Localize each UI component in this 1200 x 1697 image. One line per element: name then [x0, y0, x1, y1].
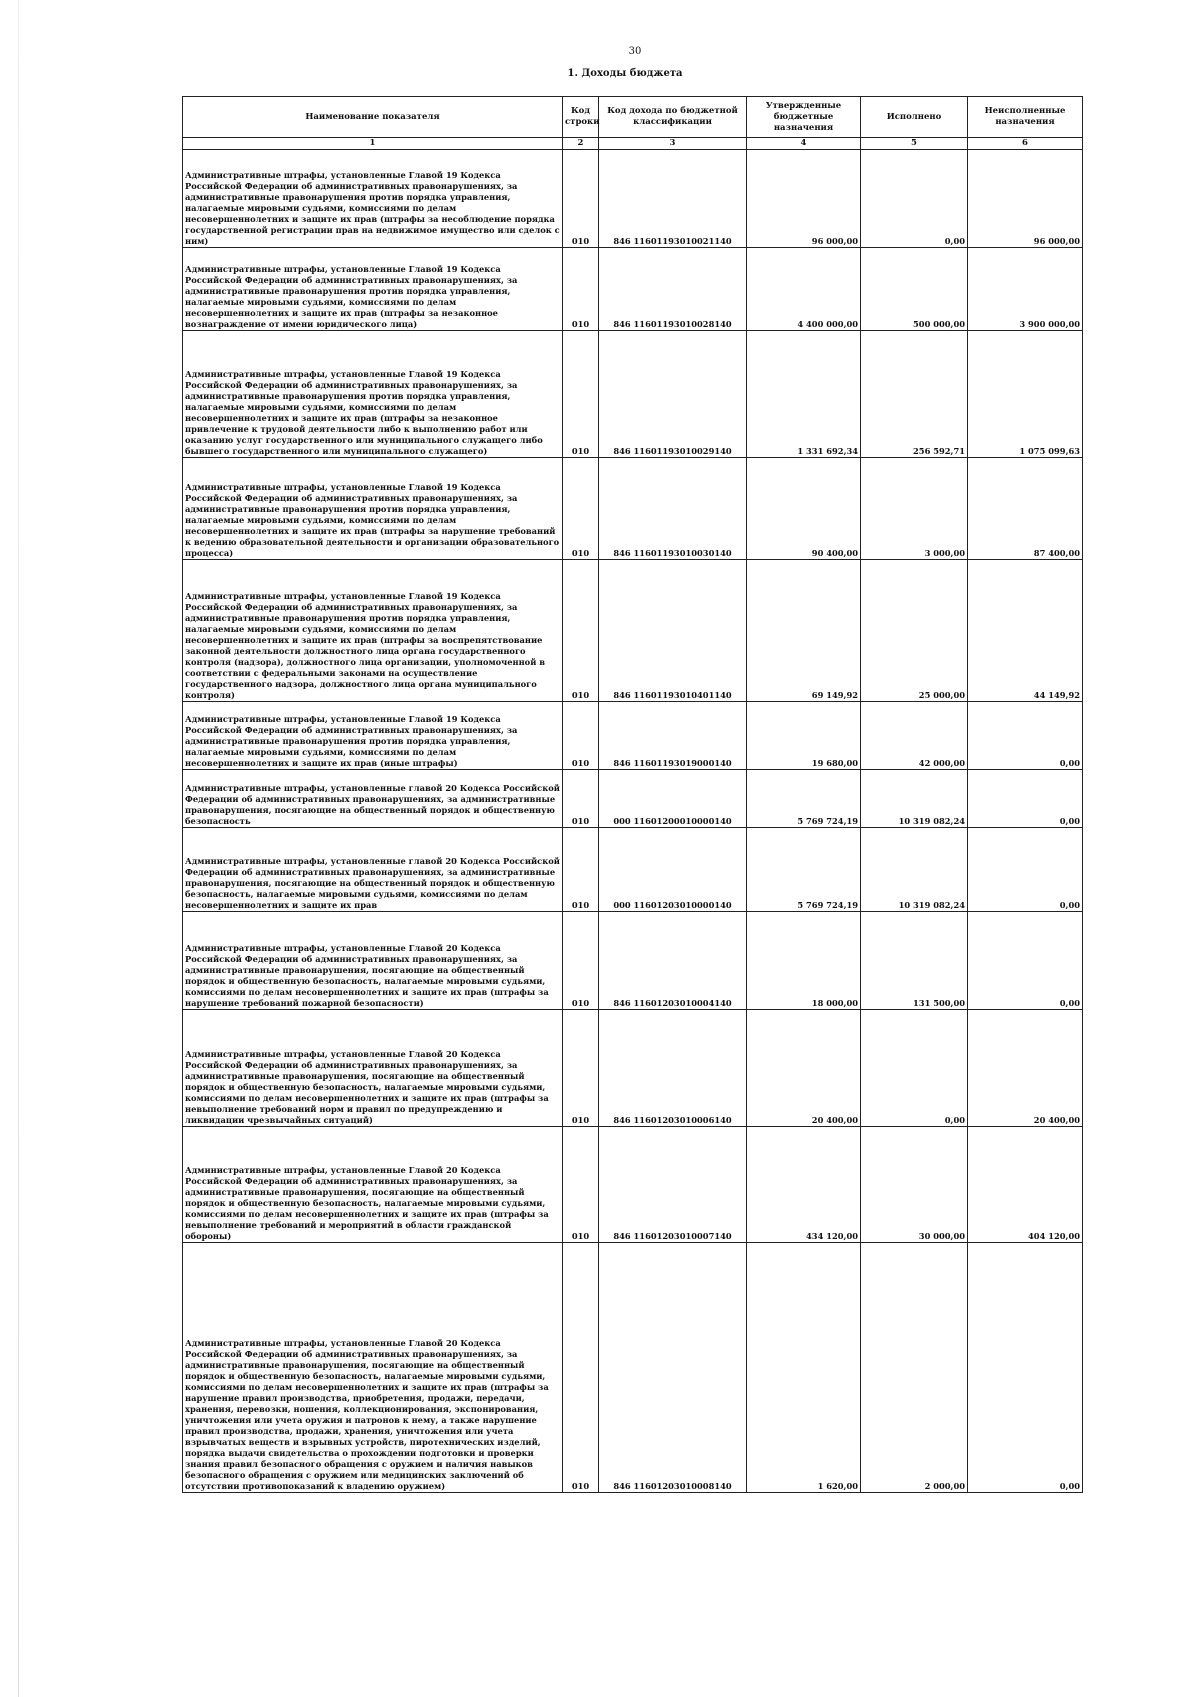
row-executed: 0,00 [861, 1010, 968, 1127]
row-approved: 18 000,00 [747, 912, 861, 1010]
row-unexecuted: 96 000,00 [968, 150, 1083, 248]
row-approved: 1 620,00 [747, 1243, 861, 1493]
row-unexecuted: 0,00 [968, 828, 1083, 912]
row-classification-code: 846 11601203010007140 [599, 1127, 747, 1243]
row-unexecuted: 87 400,00 [968, 458, 1083, 560]
column-number: 2 [563, 138, 599, 150]
row-executed: 131 500,00 [861, 912, 968, 1010]
row-indicator-name: Административные штрафы, установленные Главой 19 Кодекса Российской Федерации об административных правонарушениях, за административные правонарушения против порядка управления, налагаемые мировыми судьями, комиссиями по делам несовершеннолетних и защите их прав (штрафы за незаконное вознаграждение от имени юридического лица) [183, 248, 563, 331]
row-indicator-name: Административные штрафы, установленные Главой 20 Кодекса Российской Федерации об административных правонарушениях, за административные правонарушения, посягающие на общественный порядок и общественную безопасность, налагаемые мировыми судьями, комиссиями по делам несовершеннолетних и защите их прав (штрафы за невыполнение требований норм и правил по предупреждению и ликвидации чрезвычайных ситуаций) [183, 1010, 563, 1127]
row-classification-code: 846 11601193010028140 [599, 248, 747, 331]
row-approved: 90 400,00 [747, 458, 861, 560]
table-row [183, 1127, 1083, 1243]
row-executed: 2 000,00 [861, 1243, 968, 1493]
row-approved: 5 769 724,19 [747, 770, 861, 828]
row-classification-code: 846 11601203010008140 [599, 1243, 747, 1493]
header-executed: Исполнено [861, 97, 968, 138]
table-row [183, 458, 1083, 560]
row-line-code: 010 [563, 560, 599, 702]
row-approved: 1 331 692,34 [747, 331, 861, 458]
row-line-code: 010 [563, 828, 599, 912]
row-unexecuted: 0,00 [968, 1243, 1083, 1493]
table-row [183, 150, 1083, 248]
page-number: 30 [628, 46, 642, 57]
header-indicator-name: Наименование показателя [183, 97, 563, 138]
row-unexecuted: 404 120,00 [968, 1127, 1083, 1243]
row-executed: 10 319 082,24 [861, 828, 968, 912]
row-indicator-name: Административные штрафы, установленные Главой 19 Кодекса Российской Федерации об административных правонарушениях, за административные правонарушения против порядка управления, налагаемые мировыми судьями, комиссиями по делам несовершеннолетних и защите их прав (иные штрафы) [183, 702, 563, 770]
row-classification-code: 000 11601200010000140 [599, 770, 747, 828]
table-row [183, 1010, 1083, 1127]
section-title: 1. Доходы бюджета [567, 68, 683, 79]
row-unexecuted: 44 149,92 [968, 560, 1083, 702]
header-approved: Утвержденные бюджетные назначения [747, 97, 861, 138]
row-classification-code: 846 11601193010030140 [599, 458, 747, 560]
row-line-code: 010 [563, 150, 599, 248]
row-approved: 69 149,92 [747, 560, 861, 702]
row-indicator-name: Административные штрафы, установленные Главой 19 Кодекса Российской Федерации об административных правонарушениях, за административные правонарушения против порядка управления, налагаемые мировыми судьями, комиссиями по делам несовершеннолетних и защите их прав (штрафы за незаконное привлечение к трудовой деятельности либо к выполнению работ или оказанию услуг государственного или муниципального служащего либо бывшего государственного или муниципального служащего) [183, 331, 563, 458]
row-indicator-name: Административные штрафы, установленные Главой 19 Кодекса Российской Федерации об административных правонарушениях, за административные правонарушения против порядка управления, налагаемые мировыми судьями, комиссиями по делам несовершеннолетних и защите их прав (штрафы за нарушение требований к ведению образовательной деятельности и организации образовательного процесса) [183, 458, 563, 560]
row-line-code: 010 [563, 770, 599, 828]
row-executed: 42 000,00 [861, 702, 968, 770]
row-indicator-name: Административные штрафы, установленные Главой 20 Кодекса Российской Федерации об административных правонарушениях, за административные правонарушения, посягающие на общественный порядок и общественную безопасность, налагаемые мировыми судьями, комиссиями по делам несовершеннолетних и защите их прав (штрафы за невыполнение требований и мероприятий в области гражданской обороны) [183, 1127, 563, 1243]
row-executed: 500 000,00 [861, 248, 968, 331]
row-approved: 5 769 724,19 [747, 828, 861, 912]
row-approved: 19 680,00 [747, 702, 861, 770]
row-executed: 0,00 [861, 150, 968, 248]
table-row [183, 331, 1083, 458]
column-number-row [183, 138, 1083, 150]
column-number: 3 [599, 138, 747, 150]
row-line-code: 010 [563, 248, 599, 331]
row-approved: 96 000,00 [747, 150, 861, 248]
column-number: 4 [747, 138, 861, 150]
table-row [183, 702, 1083, 770]
row-unexecuted: 1 075 099,63 [968, 331, 1083, 458]
header-unexecuted: Неисполненные назначения [968, 97, 1083, 138]
row-unexecuted: 0,00 [968, 912, 1083, 1010]
row-classification-code: 000 11601203010000140 [599, 828, 747, 912]
column-number: 6 [968, 138, 1083, 150]
table-row [183, 248, 1083, 331]
table-row [183, 912, 1083, 1010]
row-unexecuted: 20 400,00 [968, 1010, 1083, 1127]
row-classification-code: 846 11601193019000140 [599, 702, 747, 770]
row-executed: 256 592,71 [861, 331, 968, 458]
row-indicator-name: Административные штрафы, установленные главой 20 Кодекса Российской Федерации об административных правонарушениях, за административные правонарушения, посягающие на общественный порядок и общественную безопасность, налагаемые мировыми судьями, комиссиями по делам несовершеннолетних и защите их прав [183, 828, 563, 912]
row-line-code: 010 [563, 1010, 599, 1127]
table-header-row [183, 97, 1083, 138]
row-executed: 25 000,00 [861, 560, 968, 702]
row-unexecuted: 0,00 [968, 770, 1083, 828]
column-number: 5 [861, 138, 968, 150]
row-approved: 434 120,00 [747, 1127, 861, 1243]
header-line-code: Код строки [563, 97, 599, 138]
row-classification-code: 846 11601193010021140 [599, 150, 747, 248]
row-classification-code: 846 11601203010004140 [599, 912, 747, 1010]
row-indicator-name: Административные штрафы, установленные главой 20 Кодекса Российской Федерации об административных правонарушениях, за административные правонарушения, посягающие на общественный порядок и общественную безопасность [183, 770, 563, 828]
row-executed: 30 000,00 [861, 1127, 968, 1243]
row-executed: 10 319 082,24 [861, 770, 968, 828]
row-indicator-name: Административные штрафы, установленные Главой 19 Кодекса Российской Федерации об административных правонарушениях, за административные правонарушения против порядка управления, налагаемые мировыми судьями, комиссиями по делам несовершеннолетних и защите их прав (штрафы за воспрепятствование законной деятельности должностного лица органа государственного контроля (надзора), должностного лица организации, уполномоченной в соответствии с федеральными законами на осуществление государственного надзора, должностного лица органа муниципального контроля) [183, 560, 563, 702]
row-line-code: 010 [563, 912, 599, 1010]
row-unexecuted: 3 900 000,00 [968, 248, 1083, 331]
row-classification-code: 846 11601193010401140 [599, 560, 747, 702]
row-indicator-name: Административные штрафы, установленные Главой 19 Кодекса Российской Федерации об административных правонарушениях, за административные правонарушения против порядка управления, налагаемые мировыми судьями, комиссиями по делам несовершеннолетних и защите их прав (штрафы за несоблюдение порядка государственной регистрации прав на недвижимое имущество или сделок с ним) [183, 150, 563, 248]
row-line-code: 010 [563, 1127, 599, 1243]
row-approved: 4 400 000,00 [747, 248, 861, 331]
row-line-code: 010 [563, 702, 599, 770]
row-indicator-name: Административные штрафы, установленные Главой 20 Кодекса Российской Федерации об административных правонарушениях, за административные правонарушения, посягающие на общественный порядок и общественную безопасность, налагаемые мировыми судьями, комиссиями по делам несовершеннолетних и защите их прав (штрафы за нарушение требований пожарной безопасности) [183, 912, 563, 1010]
row-classification-code: 846 11601193010029140 [599, 331, 747, 458]
row-line-code: 010 [563, 458, 599, 560]
scan-edge-line [18, 0, 19, 1697]
budget-income-table [182, 96, 1083, 1493]
row-executed: 3 000,00 [861, 458, 968, 560]
table-row [183, 770, 1083, 828]
table-row [183, 828, 1083, 912]
row-line-code: 010 [563, 331, 599, 458]
row-line-code: 010 [563, 1243, 599, 1493]
header-classification-code: Код дохода по бюджетной классификации [599, 97, 747, 138]
table-row [183, 1243, 1083, 1493]
table-row [183, 560, 1083, 702]
row-indicator-name: Административные штрафы, установленные Главой 20 Кодекса Российской Федерации об административных правонарушениях, за административные правонарушения, посягающие на общественный порядок и общественную безопасность, налагаемые мировыми судьями, комиссиями по делам несовершеннолетних и защите их прав (штрафы за нарушение правил производства, приобретения, продажи, передачи, хранения, перевозки, ношения, коллекционирования, экспонирования, уничтожения или учета оружия и патронов к нему, а также нарушение правил производства, продажи, хранения, уничтожения или учета взрывчатых веществ и взрывных устройств, пиротехнических изделий, порядка выдачи свидетельства о прохождении подготовки и проверки знания правил безопасного обращения с оружием и наличия навыков безопасного обращения с оружием или медицинских заключений об отсутствии противопоказаний к владению оружием) [183, 1243, 563, 1493]
row-approved: 20 400,00 [747, 1010, 861, 1127]
row-classification-code: 846 11601203010006140 [599, 1010, 747, 1127]
row-unexecuted: 0,00 [968, 702, 1083, 770]
column-number: 1 [183, 138, 563, 150]
